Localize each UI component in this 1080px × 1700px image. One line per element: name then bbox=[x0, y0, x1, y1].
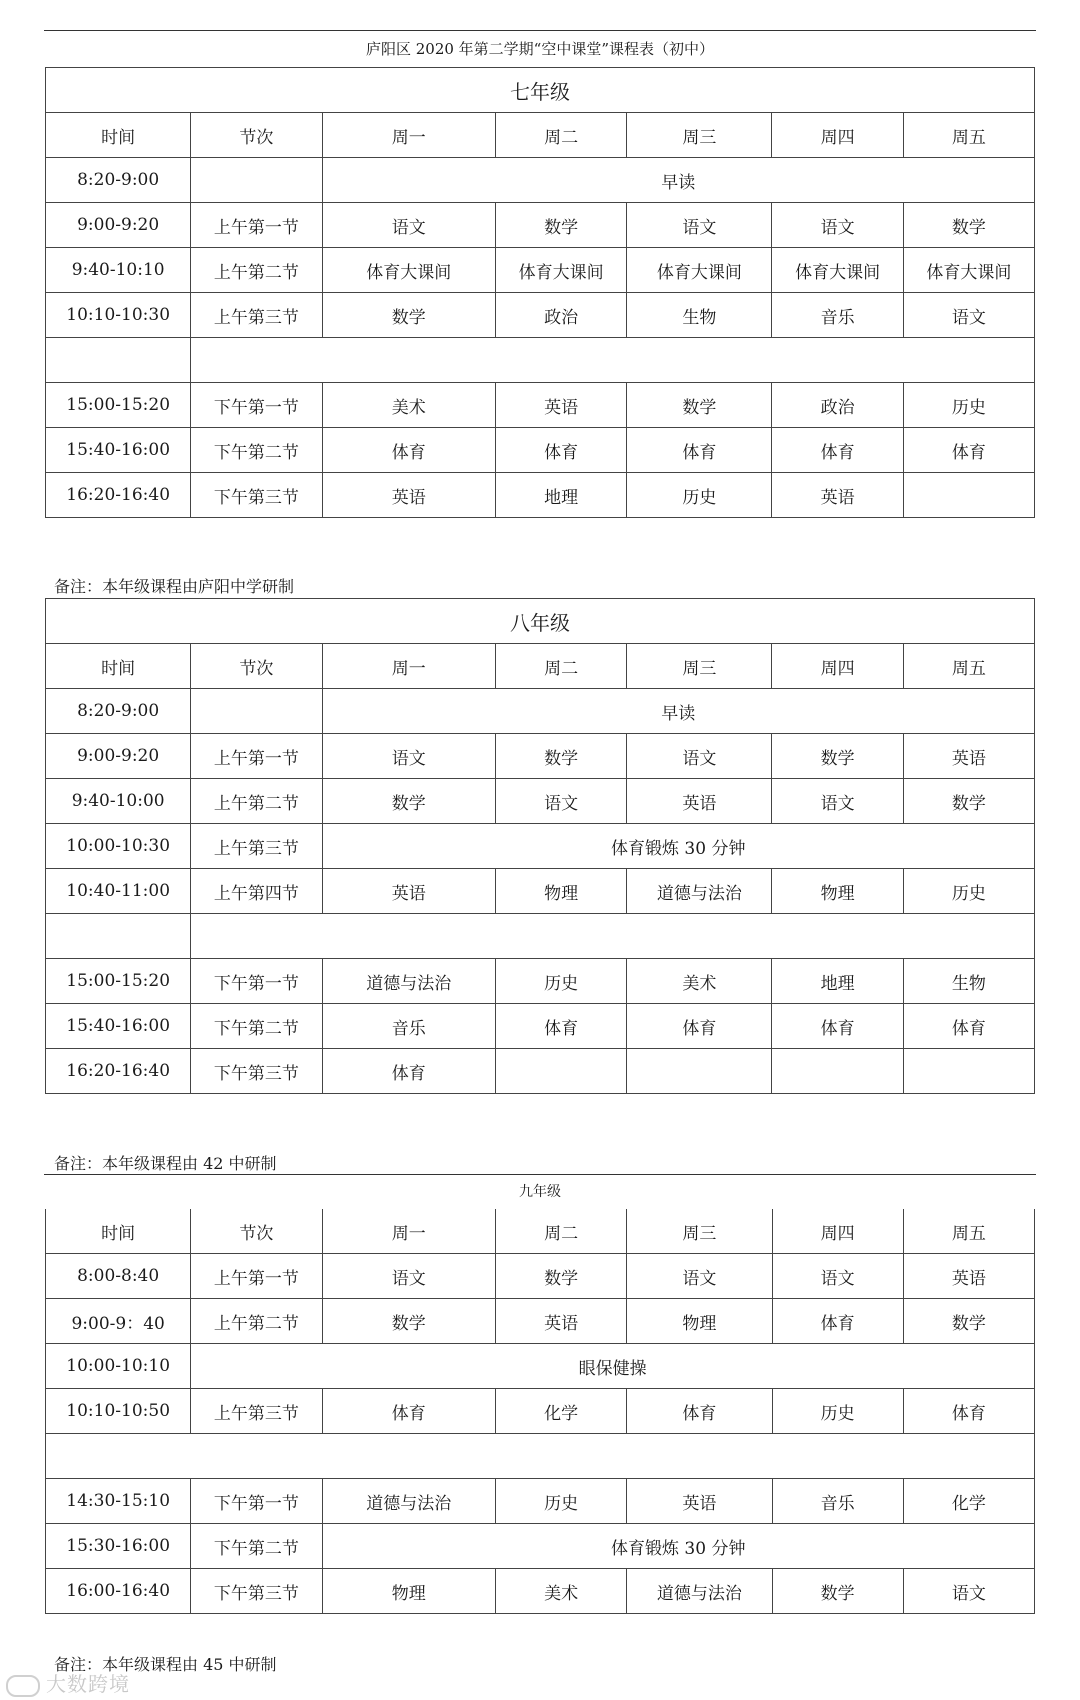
table-row bbox=[46, 428, 1035, 473]
subject-cell: 政治 bbox=[495, 293, 626, 338]
time-cell: 8:20-9:00 bbox=[46, 689, 191, 734]
subject-cell: 语文 bbox=[322, 203, 495, 248]
subject-cell bbox=[495, 1049, 626, 1094]
grade9-title: 九年级 bbox=[519, 1184, 561, 1200]
subject-cell: 体育大课间 bbox=[495, 248, 626, 293]
merged-cell: 早读 bbox=[322, 158, 1035, 203]
blank-cell bbox=[46, 338, 191, 383]
subject-cell: 体育 bbox=[903, 428, 1034, 473]
grade7-title: 七年级 bbox=[46, 68, 1035, 113]
period-cell: 下午第一节 bbox=[191, 959, 322, 1004]
header-wed: 周三 bbox=[627, 113, 772, 158]
subject-cell: 历史 bbox=[495, 959, 626, 1004]
subject-cell: 数学 bbox=[496, 1254, 627, 1299]
period-cell bbox=[191, 689, 322, 734]
header-fri: 周五 bbox=[903, 644, 1034, 689]
period-cell: 上午第二节 bbox=[191, 1299, 322, 1344]
subject-cell: 数学 bbox=[772, 1569, 903, 1614]
watermark bbox=[6, 1668, 130, 1697]
subject-cell: 道德与法治 bbox=[627, 1569, 772, 1614]
subject-cell: 数学 bbox=[903, 1299, 1034, 1344]
table-row bbox=[46, 1569, 1035, 1614]
subject-cell: 语文 bbox=[903, 293, 1034, 338]
header-time: 时间 bbox=[46, 644, 191, 689]
time-cell: 16:20-16:40 bbox=[46, 1049, 191, 1094]
subject-cell: 英语 bbox=[495, 383, 626, 428]
subject-cell: 体育大课间 bbox=[627, 248, 772, 293]
subject-cell: 英语 bbox=[322, 473, 495, 518]
subject-cell: 英语 bbox=[322, 869, 495, 914]
subject-cell: 音乐 bbox=[772, 1479, 903, 1524]
subject-cell: 体育 bbox=[772, 428, 903, 473]
period-cell: 下午第二节 bbox=[191, 1004, 322, 1049]
subject-cell: 语文 bbox=[772, 779, 903, 824]
header-tue: 周二 bbox=[495, 113, 626, 158]
subject-cell: 体育 bbox=[627, 1389, 772, 1434]
period-cell: 上午第一节 bbox=[191, 203, 322, 248]
subject-cell: 政治 bbox=[772, 383, 903, 428]
period-cell: 下午第三节 bbox=[191, 1049, 322, 1094]
period-cell: 上午第三节 bbox=[191, 824, 322, 869]
period-cell: 下午第二节 bbox=[191, 1524, 322, 1569]
time-cell: 15:00-15:20 bbox=[46, 383, 191, 428]
subject-cell: 体育 bbox=[627, 428, 772, 473]
subject-cell: 历史 bbox=[772, 1389, 903, 1434]
header-period: 节次 bbox=[191, 1209, 322, 1254]
subject-cell: 历史 bbox=[903, 383, 1034, 428]
subject-cell: 道德与法治 bbox=[322, 959, 495, 1004]
subject-cell: 历史 bbox=[903, 869, 1034, 914]
header-wed: 周三 bbox=[627, 1209, 772, 1254]
period-cell: 上午第三节 bbox=[191, 1389, 322, 1434]
subject-cell: 数学 bbox=[903, 203, 1034, 248]
subject-cell: 数学 bbox=[322, 779, 495, 824]
subject-cell: 美术 bbox=[496, 1569, 627, 1614]
table-row bbox=[46, 1299, 1035, 1344]
subject-cell: 英语 bbox=[627, 1479, 772, 1524]
period-cell: 下午第三节 bbox=[191, 1569, 322, 1614]
divider-rule bbox=[44, 1174, 1036, 1175]
subject-cell bbox=[903, 473, 1034, 518]
grade7-schedule-table bbox=[45, 67, 1035, 518]
subject-cell bbox=[627, 1049, 772, 1094]
time-cell: 10:10-10:30 bbox=[46, 293, 191, 338]
subject-cell: 体育 bbox=[495, 428, 626, 473]
subject-cell: 物理 bbox=[495, 869, 626, 914]
subject-cell: 英语 bbox=[903, 1254, 1034, 1299]
subject-cell: 体育 bbox=[772, 1299, 903, 1344]
time-cell: 15:40-16:00 bbox=[46, 1004, 191, 1049]
table-row bbox=[46, 1004, 1035, 1049]
document-title: 庐阳区 2020 年第二学期“空中课堂”课程表（初中） bbox=[365, 40, 715, 58]
table-row bbox=[46, 959, 1035, 1004]
time-cell: 10:00-10:10 bbox=[46, 1344, 191, 1389]
subject-cell bbox=[903, 1049, 1034, 1094]
top-rule bbox=[44, 30, 1036, 31]
subject-cell: 物理 bbox=[627, 1299, 772, 1344]
period-cell: 上午第一节 bbox=[191, 1254, 322, 1299]
subject-cell: 体育 bbox=[322, 1049, 495, 1094]
subject-cell: 英语 bbox=[903, 734, 1034, 779]
table-row bbox=[46, 734, 1035, 779]
blank-row bbox=[46, 914, 1035, 959]
grade8-schedule-table bbox=[45, 598, 1035, 1094]
merged-cell: 眼保健操 bbox=[191, 1344, 1035, 1389]
table-row bbox=[46, 473, 1035, 518]
subject-cell: 体育 bbox=[627, 1004, 772, 1049]
table-row bbox=[46, 158, 1035, 203]
time-cell: 9:00-9:20 bbox=[46, 203, 191, 248]
merged-cell: 体育锻炼 30 分钟 bbox=[322, 1524, 1034, 1569]
header-wed: 周三 bbox=[627, 644, 772, 689]
subject-cell: 体育 bbox=[772, 1004, 903, 1049]
subject-cell: 体育 bbox=[903, 1004, 1034, 1049]
subject-cell: 地理 bbox=[772, 959, 903, 1004]
time-cell: 9:40-10:00 bbox=[46, 779, 191, 824]
subject-cell: 体育大课间 bbox=[903, 248, 1034, 293]
table-row bbox=[46, 293, 1035, 338]
table-row bbox=[46, 779, 1035, 824]
time-cell: 8:00-8:40 bbox=[46, 1254, 191, 1299]
period-cell bbox=[191, 158, 322, 203]
time-cell: 8:20-9:00 bbox=[46, 158, 191, 203]
header-mon: 周一 bbox=[322, 644, 495, 689]
period-cell: 下午第一节 bbox=[191, 1479, 322, 1524]
header-thu: 周四 bbox=[772, 1209, 903, 1254]
table-row bbox=[46, 1479, 1035, 1524]
subject-cell: 体育 bbox=[903, 1389, 1034, 1434]
subject-cell: 英语 bbox=[772, 473, 903, 518]
subject-cell: 语文 bbox=[495, 779, 626, 824]
blank-row bbox=[46, 1434, 1035, 1479]
table-row bbox=[46, 1049, 1035, 1094]
header-fri: 周五 bbox=[903, 1209, 1034, 1254]
subject-cell: 美术 bbox=[322, 383, 495, 428]
blank-cell bbox=[46, 914, 191, 959]
header-thu: 周四 bbox=[772, 644, 903, 689]
table-row bbox=[46, 824, 1035, 869]
time-cell: 10:00-10:30 bbox=[46, 824, 191, 869]
blank-cell bbox=[191, 338, 1035, 383]
grade9-note: 备注：本年级课程由 45 中研制 bbox=[54, 1655, 277, 1674]
time-cell: 15:00-15:20 bbox=[46, 959, 191, 1004]
time-cell: 9:00-9:20 bbox=[46, 734, 191, 779]
subject-cell: 语文 bbox=[627, 203, 772, 248]
subject-cell: 化学 bbox=[496, 1389, 627, 1434]
subject-cell: 历史 bbox=[496, 1479, 627, 1524]
period-cell: 上午第一节 bbox=[191, 734, 322, 779]
subject-cell: 道德与法治 bbox=[322, 1479, 496, 1524]
subject-cell: 数学 bbox=[627, 383, 772, 428]
header-period: 节次 bbox=[191, 644, 322, 689]
subject-cell: 音乐 bbox=[772, 293, 903, 338]
subject-cell: 地理 bbox=[495, 473, 626, 518]
blank-cell bbox=[191, 914, 1035, 959]
subject-cell: 数学 bbox=[495, 203, 626, 248]
time-cell: 9:00-9：40 bbox=[46, 1299, 191, 1344]
subject-cell: 体育 bbox=[322, 428, 495, 473]
subject-cell: 英语 bbox=[627, 779, 772, 824]
subject-cell: 数学 bbox=[495, 734, 626, 779]
subject-cell bbox=[772, 1049, 903, 1094]
watermark-logo-icon bbox=[6, 1675, 40, 1697]
period-cell: 下午第三节 bbox=[191, 473, 322, 518]
table-row bbox=[46, 1254, 1035, 1299]
header-tue: 周二 bbox=[495, 644, 626, 689]
table-row bbox=[46, 1389, 1035, 1434]
header-fri: 周五 bbox=[903, 113, 1034, 158]
time-cell: 9:40-10:10 bbox=[46, 248, 191, 293]
period-cell: 上午第二节 bbox=[191, 779, 322, 824]
header-mon: 周一 bbox=[322, 113, 495, 158]
subject-cell: 数学 bbox=[772, 734, 903, 779]
table-row bbox=[46, 248, 1035, 293]
blank-cell bbox=[46, 1434, 1035, 1479]
blank-row bbox=[46, 338, 1035, 383]
subject-cell: 语文 bbox=[627, 1254, 772, 1299]
header-mon: 周一 bbox=[322, 1209, 496, 1254]
time-cell: 10:10-10:50 bbox=[46, 1389, 191, 1434]
subject-cell: 语文 bbox=[772, 1254, 903, 1299]
period-cell: 上午第二节 bbox=[191, 248, 322, 293]
header-period: 节次 bbox=[191, 113, 322, 158]
grade8-title: 八年级 bbox=[46, 599, 1035, 644]
watermark-text: 大数跨境 bbox=[46, 1672, 130, 1696]
subject-cell: 英语 bbox=[496, 1299, 627, 1344]
table-row bbox=[46, 203, 1035, 248]
subject-cell: 历史 bbox=[627, 473, 772, 518]
subject-cell: 语文 bbox=[322, 1254, 496, 1299]
subject-cell: 语文 bbox=[322, 734, 495, 779]
table-row bbox=[46, 1524, 1035, 1569]
time-cell: 14:30-15:10 bbox=[46, 1479, 191, 1524]
header-time: 时间 bbox=[46, 113, 191, 158]
merged-cell: 早读 bbox=[322, 689, 1035, 734]
subject-cell: 体育 bbox=[495, 1004, 626, 1049]
subject-cell: 音乐 bbox=[322, 1004, 495, 1049]
subject-cell: 语文 bbox=[903, 1569, 1034, 1614]
subject-cell: 体育大课间 bbox=[772, 248, 903, 293]
subject-cell: 体育大课间 bbox=[322, 248, 495, 293]
time-cell: 15:40-16:00 bbox=[46, 428, 191, 473]
grade7-note: 备注：本年级课程由庐阳中学研制 bbox=[54, 577, 295, 596]
subject-cell: 数学 bbox=[322, 293, 495, 338]
header-tue: 周二 bbox=[496, 1209, 627, 1254]
table-row bbox=[46, 383, 1035, 428]
time-cell: 10:40-11:00 bbox=[46, 869, 191, 914]
header-time: 时间 bbox=[46, 1209, 191, 1254]
time-cell: 16:20-16:40 bbox=[46, 473, 191, 518]
subject-cell: 生物 bbox=[903, 959, 1034, 1004]
time-cell: 15:30-16:00 bbox=[46, 1524, 191, 1569]
subject-cell: 化学 bbox=[903, 1479, 1034, 1524]
subject-cell: 道德与法治 bbox=[627, 869, 772, 914]
subject-cell: 数学 bbox=[903, 779, 1034, 824]
period-cell: 下午第一节 bbox=[191, 383, 322, 428]
merged-cell: 体育锻炼 30 分钟 bbox=[322, 824, 1035, 869]
subject-cell: 语文 bbox=[772, 203, 903, 248]
period-cell: 下午第二节 bbox=[191, 428, 322, 473]
subject-cell: 美术 bbox=[627, 959, 772, 1004]
subject-cell: 体育 bbox=[322, 1389, 496, 1434]
table-row bbox=[46, 689, 1035, 734]
period-cell: 上午第三节 bbox=[191, 293, 322, 338]
period-cell: 上午第四节 bbox=[191, 869, 322, 914]
grade8-note: 备注：本年级课程由 42 中研制 bbox=[54, 1154, 277, 1173]
subject-cell: 语文 bbox=[627, 734, 772, 779]
subject-cell: 物理 bbox=[772, 869, 903, 914]
subject-cell: 生物 bbox=[627, 293, 772, 338]
header-thu: 周四 bbox=[772, 113, 903, 158]
subject-cell: 物理 bbox=[322, 1569, 496, 1614]
grade9-schedule-table bbox=[45, 1209, 1035, 1614]
time-cell: 16:00-16:40 bbox=[46, 1569, 191, 1614]
table-row bbox=[46, 869, 1035, 914]
table-row bbox=[46, 1344, 1035, 1389]
subject-cell: 数学 bbox=[322, 1299, 496, 1344]
